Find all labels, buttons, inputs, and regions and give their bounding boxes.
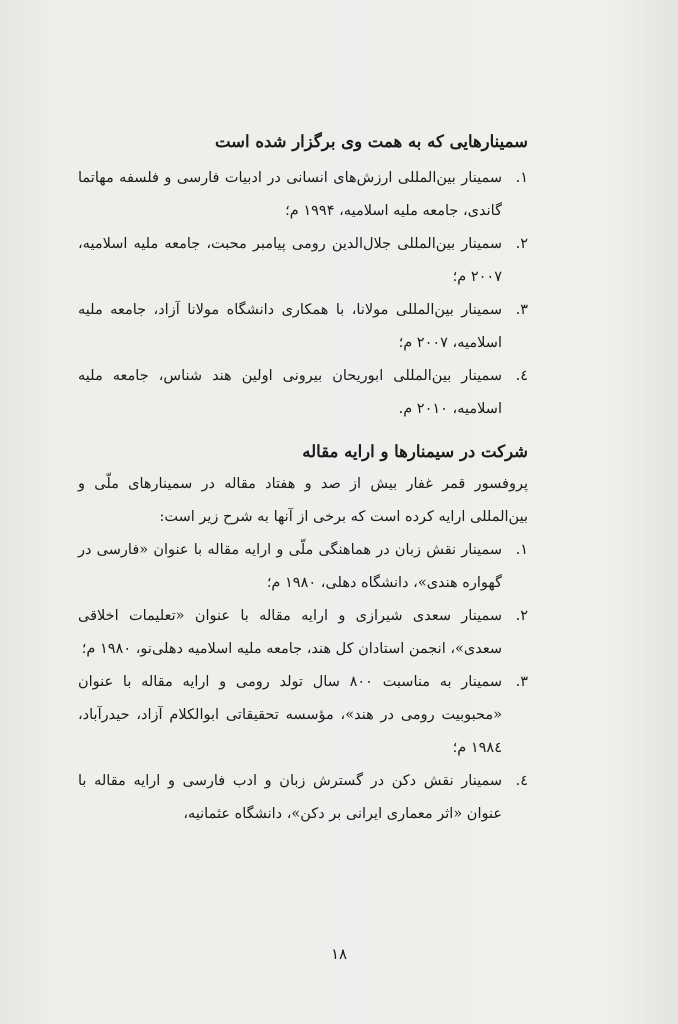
list-item-number: ۲. [515,236,528,252]
list-item-number: ۱. [515,542,528,558]
section-heading-seminar-participation: شرکت در سیمنارها و ارایه مقاله [302,442,528,461]
organized-seminars-list [78,162,528,426]
list-item-text: سمینار بین‌المللی مولانا، با همکاری دانشگاه مولانا آزاد، جامعه ملیه اسلامیه، ۲۰۰۷ م؛ [78,302,502,351]
list-item [78,534,528,600]
intro-paragraph: پروفسور قمر غفار بیش از صد و هفتاد مقاله در سمینارهای ملّی و بین‌المللی ارایه کرده است که برخی از آنها به شرح زیر است: [78,476,528,525]
list-item-number: ۱. [515,170,528,186]
participation-seminars-list [78,534,528,831]
list-item [78,294,528,360]
list-item-text: سمینار بین‌المللی ارزش‌های انسانی در ادبیات فارسی و فلسفه مهاتما گاندی، جامعه ملیه اسلامیه، ۱۹۹۴ م؛ [78,170,502,219]
section-heading-seminars-organized: سمینارهایی که به همت وی برگزار شده است [214,132,528,151]
list-item-text: سمینار سعدی شیرازی و ارایه مقاله با عنوان «تعلیمات اخلاقی سعدی»، انجمن استادان کل هند، جامعه ملیه اسلامیه دهلی‌نو، ۱۹۸۰ م؛ [78,608,502,657]
list-item [78,360,528,426]
list-item [78,162,528,228]
list-item [78,228,528,294]
page-content [78,128,528,831]
list-item-text: سمینار بین‌المللی ابوریحان بیرونی اولین هند شناس، جامعه ملیه اسلامیه، ۲۰۱۰ م. [78,368,502,417]
list-item-text: سمینار بین‌المللی جلال‌الدین رومی پیامبر محبت، جامعه ملیه اسلامیه، ۲۰۰۷ م؛ [78,236,502,285]
list-item-text: سمینار نقش زبان در هماهنگی ملّی و ارایه مقاله با عنوان «فارسی در گهواره هندی»، دانشگاه دهلی، ۱۹۸۰ م؛ [78,542,502,591]
list-item-text: سمینار به مناسبت ۸۰۰ سال تولد رومی و ارایه مقاله با عنوان «محبوبیت رومی در هند»، مؤسسه تحقیقاتی ابوالکلام آزاد، حیدرآباد، ۱۹۸٤ م؛ [78,674,502,756]
list-item-number: ۳. [515,674,528,690]
list-item-text: سمینار نقش دکن در گسترش زبان و ادب فارسی و ارایه مقاله با عنوان «اثر معماری ایرانی بر دکن»، دانشگاه عثمانیه، [78,773,502,822]
list-item [78,600,528,666]
list-item [78,765,528,831]
list-item-number: ۳. [515,302,528,318]
list-item-number: ٤. [515,368,528,384]
page-number: ۱۸ [330,945,348,963]
list-item-number: ٤. [515,773,528,789]
list-item-number: ۲. [515,608,528,624]
list-item [78,666,528,765]
